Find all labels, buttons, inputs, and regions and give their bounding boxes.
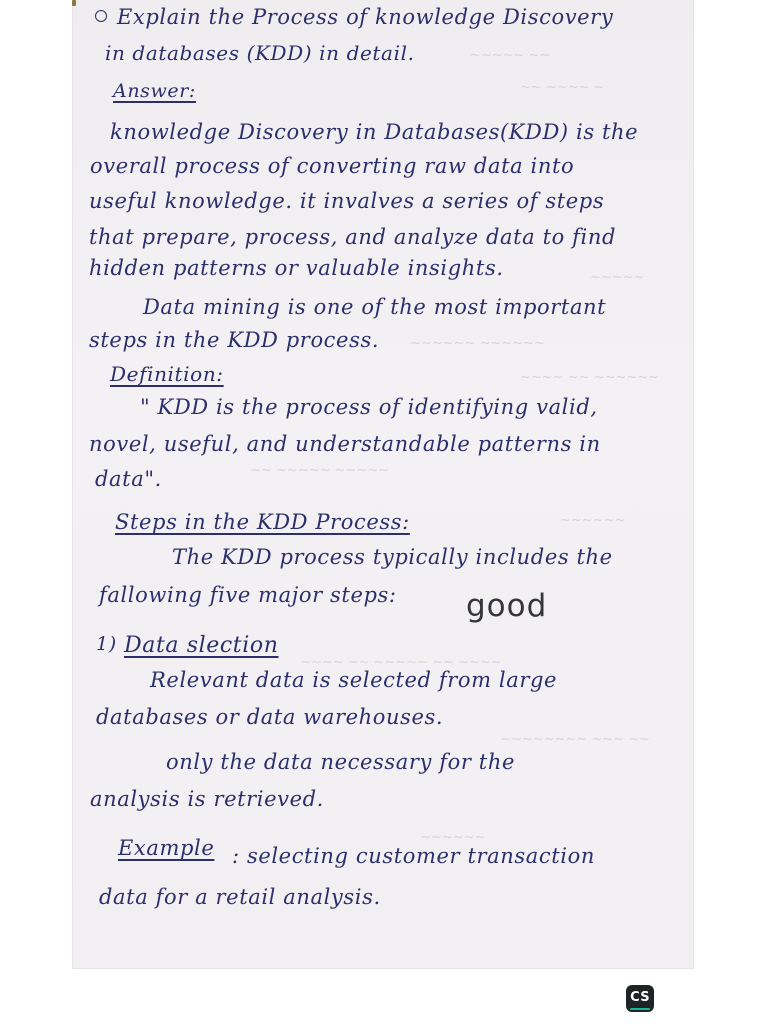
example-line-2: data for a retail analysis. [99, 885, 381, 909]
question-line-2: in databases (KDD) in detail. [105, 41, 415, 65]
steps-intro-line-1: The KDD process typically includes the [172, 545, 613, 569]
definition-line-3: data". [95, 467, 162, 491]
show-through: ~~~~~~ ~~~~~~ [410, 336, 545, 351]
example-line-1: : selecting customer transaction [232, 844, 595, 868]
step-1-number: 1) [96, 633, 117, 655]
steps-intro-line-2: fallowing five major steps: [99, 583, 397, 607]
show-through: ~~~~~~~~ ~~~ ~~ [500, 732, 650, 747]
question-bullet-icon [95, 10, 107, 22]
question-text-1: Explain the Process of knowledge Discovery [117, 5, 614, 29]
show-through: ~~ ~~~~~ ~~~~~ [250, 463, 389, 478]
example-label: Example [118, 836, 215, 860]
step-1-title: Data slection [124, 633, 279, 658]
show-through: ~~~~ ~~ ~~~~~ ~~ ~~~~ [300, 655, 502, 670]
intro-line-3: useful knowledge. it invalves a series of steps [89, 189, 605, 213]
question-line-1 [95, 7, 613, 28]
show-through: ~~~~~~ [420, 830, 486, 845]
grade-mark: good [466, 588, 548, 624]
scanner-logo-icon: CS [626, 985, 654, 1012]
step-1-line-4: analysis is retrieved. [90, 787, 324, 811]
intro-line-1: knowledge Discovery in Databases(KDD) is the [110, 120, 639, 144]
show-through: ~~~~~~ [560, 513, 626, 528]
show-through: ~~~~~ [590, 270, 645, 285]
step-1-line-1: Relevant data is selected from large [150, 668, 558, 692]
show-through: ~~ ~~~~ ~ [520, 80, 605, 95]
step-1-line-3: only the data necessary for the [166, 750, 516, 774]
step-1-line-2: databases or data warehouses. [96, 705, 444, 729]
answer-heading: Answer: [113, 80, 196, 102]
definition-line-1: " KDD is the process of identifying valid, [140, 395, 598, 419]
steps-heading: Steps in the KDD Process: [115, 510, 410, 534]
intro-line-6: Data mining is one of the most important [143, 295, 607, 319]
intro-line-4: that prepare, process, and analyze data to find [89, 225, 616, 249]
definition-heading: Definition: [110, 362, 224, 386]
intro-line-2: overall process of converting raw data into [90, 154, 575, 178]
notebook-page [73, 0, 693, 968]
intro-line-7: steps in the KDD process. [89, 328, 380, 352]
definition-line-2: novel, useful, and understandable patterns in [89, 432, 601, 456]
show-through: ~~~~~ ~~ [470, 48, 551, 63]
page-edge-mark [72, 0, 76, 6]
show-through: ~~~~ ~~ ~~~~~~ [520, 370, 659, 385]
intro-line-5: hidden patterns or valuable insights. [89, 256, 504, 280]
